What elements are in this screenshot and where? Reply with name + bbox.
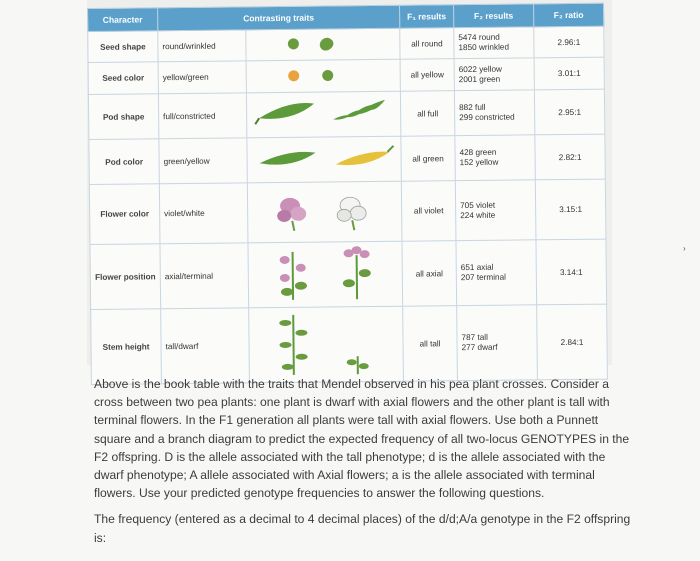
row-ratio: 3.14:1 [536, 239, 607, 305]
question-paragraph-1: Above is the book table with the traits that Mendel observed in his pea plant crosses. Consider a cross between two pea plants: one plant is dwarf with axial flowers and the other plant is tall with terminal flowers. In the F1 generation all plants were tall with axial flowers. Use both a Punnett square and a branch diagram to predict the expected frequency of all two-locus GENOTYPES in the F2 offspring. D is the allele associated with the tall phenotype; d is the allele associated with the dwarf phenotype; A allele associated with Axial flowers; a is the allele associated with terminal flowers. Use your predicted genotype frequencies to answer the following questions. [94, 377, 630, 501]
pod-shape-illustration [246, 91, 400, 138]
row-character: Pod color [89, 139, 159, 185]
row-f1: all green [401, 136, 455, 182]
pod-shape-icons [251, 95, 401, 133]
f2-count-recessive: 224 white [460, 210, 496, 220]
row-traits: tall/dwarf [161, 308, 250, 384]
seed-shape-icons [250, 31, 400, 57]
row-ratio: 3.01:1 [534, 57, 604, 90]
row-traits: axial/terminal [160, 243, 249, 309]
seed-color-illustration [246, 59, 400, 93]
row-character: Pod shape [88, 94, 158, 140]
row-f2 [454, 90, 534, 136]
table-row [88, 57, 604, 94]
row-character: Seed shape [88, 31, 158, 63]
flower-position-illustration [248, 241, 403, 308]
row-traits: yellow/green [158, 61, 246, 94]
violet-flower-icon [277, 197, 306, 230]
row-f1: all round [400, 28, 454, 60]
flower-position-icons [253, 245, 404, 303]
table-row [91, 304, 608, 384]
green-seed-icon [322, 69, 333, 80]
constricted-pod-icon [333, 100, 385, 120]
white-flower-icon [337, 197, 366, 230]
tall-plant-icon [279, 315, 308, 375]
row-f2 [455, 180, 536, 241]
row-f1: all tall [403, 306, 458, 382]
f2-count-dominant: 5474 round [458, 32, 500, 43]
question-text [94, 375, 636, 555]
header-f1-results: F₁ results [400, 5, 454, 29]
row-traits: violet/white [159, 183, 248, 244]
row-ratio: 3.15:1 [535, 179, 606, 240]
row-character: Stem height [91, 309, 162, 385]
yellow-seed-icon [288, 70, 299, 81]
row-ratio: 2.96:1 [534, 26, 604, 58]
terminal-flowers-icon [343, 246, 372, 299]
mendel-traits-table [87, 3, 608, 385]
row-character: Flower color [89, 184, 160, 245]
round-seed-icon [288, 38, 299, 49]
table-row [90, 239, 607, 309]
f2-count-dominant: 705 violet [460, 200, 496, 210]
f2-count-dominant: 428 green [459, 147, 497, 158]
yellow-pod-icon [336, 152, 390, 166]
pod-color-icons [251, 140, 401, 178]
table-row [88, 89, 604, 139]
row-ratio: 2.82:1 [535, 134, 605, 180]
f2-count-recessive: 1850 wrinkled [458, 42, 510, 53]
row-f2 [454, 58, 534, 91]
row-f1: all violet [401, 181, 456, 242]
f2-count-recessive: 2001 green [458, 74, 501, 84]
f2-count-recessive: 277 dwarf [461, 342, 498, 353]
stem-height-icons [253, 310, 404, 378]
full-pod-icon [259, 103, 314, 119]
row-character: Flower position [90, 244, 161, 310]
row-f2 [455, 135, 535, 181]
row-f2 [454, 27, 534, 59]
table-row [89, 179, 606, 244]
f2-count-recessive: 299 constricted [459, 112, 515, 123]
row-traits: round/wrinkled [158, 30, 246, 62]
green-pod-icon [260, 152, 316, 165]
stem-height-illustration [249, 306, 404, 383]
header-character: Character [88, 8, 158, 32]
row-f2 [456, 240, 537, 306]
row-traits: green/yellow [159, 138, 247, 184]
dwarf-plant-icon [347, 356, 369, 374]
f2-count-recessive: 152 yellow [459, 157, 499, 168]
row-f1: all full [400, 91, 454, 137]
axial-flowers-icon [280, 252, 308, 300]
seed-color-icons [251, 62, 401, 88]
row-traits: full/constricted [158, 93, 246, 139]
row-f2 [457, 305, 538, 381]
header-f2-ratio: F₂ ratio [533, 3, 603, 27]
row-character: Seed color [88, 62, 158, 95]
f2-count-recessive: 207 terminal [460, 272, 506, 283]
header-contrasting-traits: Contrasting traits [158, 5, 400, 31]
f2-count-dominant: 6022 yellow [458, 64, 502, 74]
pod-color-illustration [247, 136, 401, 183]
row-f1: all yellow [400, 59, 454, 92]
question-paragraph-2: The frequency (entered as a decimal to 4 decimal places) of the d/d;A/a genotype in the F2 offspring is: [94, 512, 631, 545]
row-ratio: 2.84:1 [537, 304, 608, 380]
row-f1: all axial [402, 241, 457, 307]
flower-color-icons [252, 186, 402, 236]
header-f2-results: F₂ results [454, 4, 534, 28]
wrinkled-seed-icon [320, 38, 334, 51]
seed-shape-illustration [246, 28, 400, 61]
flower-color-illustration [247, 181, 402, 243]
f2-count-dominant: 787 tall [461, 332, 488, 343]
table-row [89, 134, 605, 184]
row-ratio: 2.95:1 [534, 89, 604, 135]
stray-mark: › [683, 244, 686, 253]
f2-count-dominant: 882 full [459, 102, 486, 113]
f2-count-dominant: 651 axial [460, 262, 494, 273]
